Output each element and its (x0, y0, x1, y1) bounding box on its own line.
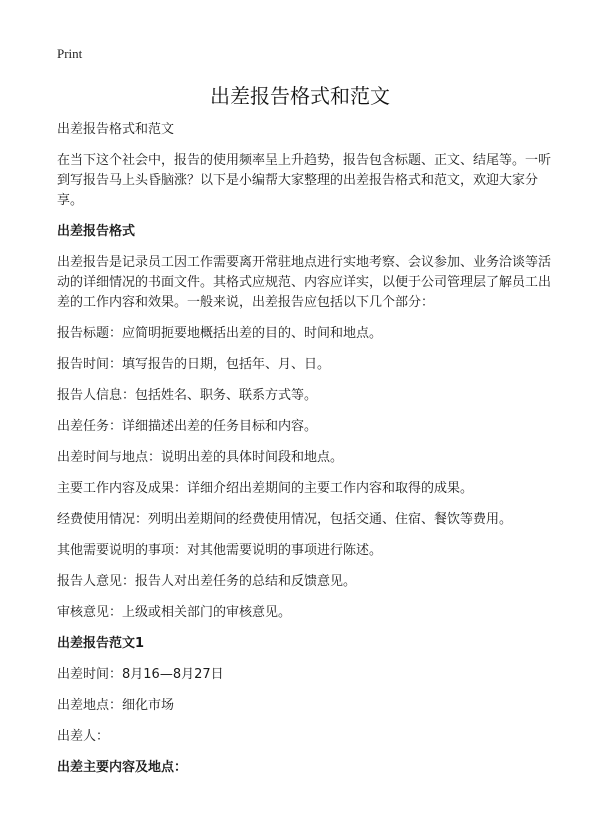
document-subtitle: 出差报告格式和范文 (57, 122, 175, 137)
list-item: 报告人意见：报告人对出差任务的总结和反馈意见。 (57, 574, 357, 589)
list-item: 报告人信息：包括姓名、职务、联系方式等。 (57, 388, 318, 403)
trip-time: 出差时间：8月16—8月27日 (57, 667, 224, 682)
section-heading-sample: 出差报告范文1 (57, 636, 145, 651)
section-heading-content: 出差主要内容及地点： (57, 760, 188, 775)
document-body (57, 120, 557, 789)
trip-place: 出差地点：细化市场 (57, 698, 175, 713)
list-item: 主要工作内容及成果：详细介绍出差期间的主要工作内容和取得的成果。 (57, 481, 474, 496)
section-heading-format: 出差报告格式 (57, 224, 136, 239)
list-item: 经费使用情况：列明出差期间的经费使用情况，包括交通、住宿、餐饮等费用。 (57, 512, 513, 527)
trip-person: 出差人： (57, 729, 110, 744)
list-item: 审核意见：上级或相关部门的审核意见。 (57, 605, 292, 620)
page-title: 出差报告格式和范文 (210, 84, 390, 108)
list-item: 出差任务：详细描述出差的任务目标和内容。 (57, 419, 318, 434)
print-link[interactable]: Print (57, 46, 83, 61)
format-paragraph: 出差报告是记录员工因工作需要离开常驻地点进行实地考察、会议参加、业务洽谈等活动的详细情况的书面文件。其格式应规范、内容应详实，以便于公司管理层了解员工出差的工作内容和效果。一般来说，出差报告应包括以下几个部分： (57, 255, 552, 310)
list-item: 报告时间：填写报告的日期，包括年、月、日。 (57, 357, 331, 372)
intro-paragraph: 在当下这个社会中，报告的使用频率呈上升趋势，报告包含标题、正文、结尾等。一听到写报告马上头昏脑涨？以下是小编帮大家整理的出差报告格式和范文，欢迎大家分享。 (57, 153, 552, 208)
list-item: 报告标题：应简明扼要地概括出差的目的、时间和地点。 (57, 326, 383, 341)
list-item: 出差时间与地点：说明出差的具体时间段和地点。 (57, 450, 344, 465)
list-item: 其他需要说明的事项：对其他需要说明的事项进行陈述。 (57, 543, 383, 558)
